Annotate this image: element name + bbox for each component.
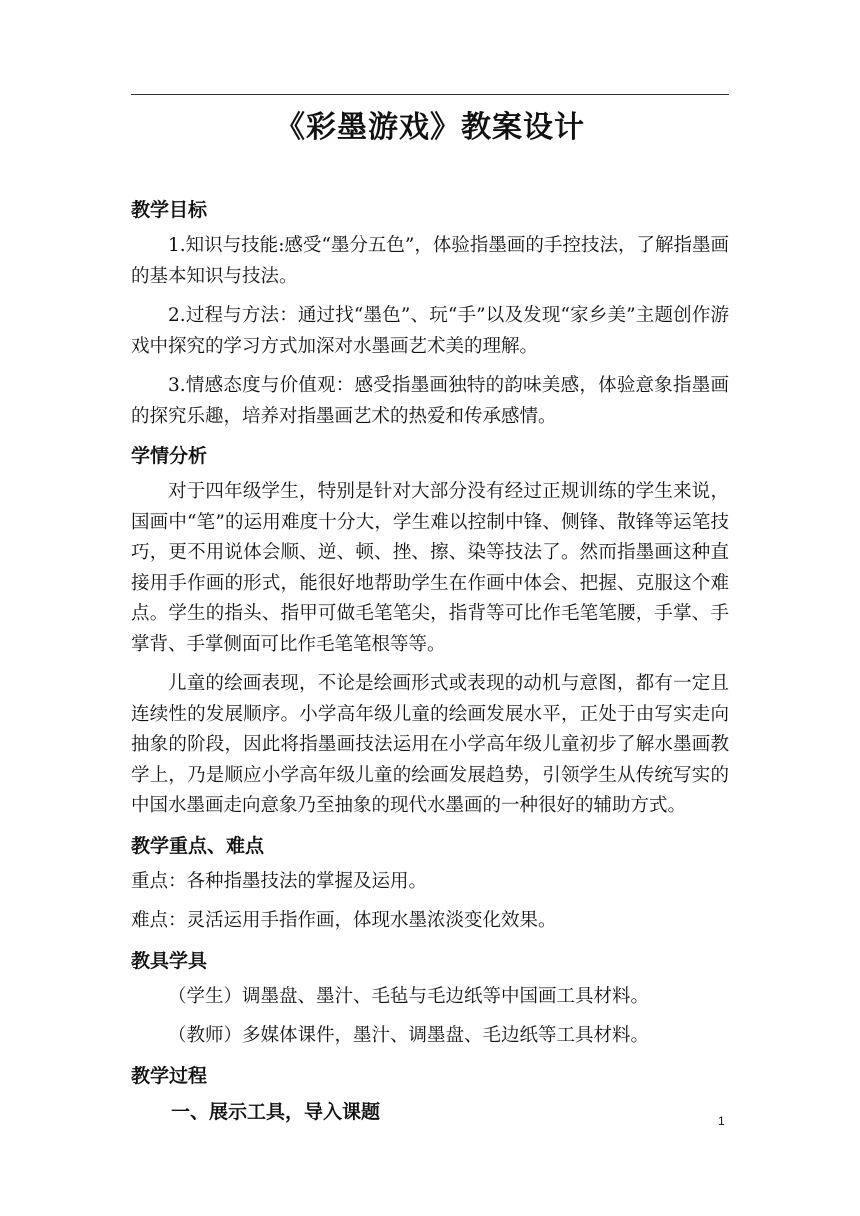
analysis-paragraph: 对于四年级学生，特别是针对大部分没有经过正规训练的学生来说，国画中“笔”的运用难度十分大，学生难以控制中锋、侧锋、散锋等运笔技巧，更不用说体会顺、逆、顿、挫、擦、染等技法了。然而指墨画这种直接用手作画的形式，能很好地帮助学生在作画中体会、把握、克服这个难点。学生的指头、指甲可做毛笔笔尖，指背等可比作毛笔笔腰，手掌、手掌背、手掌侧面可比作毛笔笔根等等。	[131, 481, 729, 655]
heading-process: 教学过程	[131, 1064, 208, 1087]
process-step-heading: 一、展示工具，导入课题	[171, 1100, 381, 1123]
header-rule	[131, 94, 729, 95]
heading-materials: 教具学具	[131, 949, 208, 972]
objective-item: 2.过程与方法：通过找“墨色”、玩“手”以及发现“家乡美”主题创作游戏中探究的学习方式加深对水墨画艺术美的理解。	[131, 305, 729, 357]
heading-objectives: 教学目标	[131, 199, 208, 221]
objective-item: 3.情感态度与价值观：感受指墨画独特的韵味美感，体验意象指墨画的探究乐趣，培养对指墨画艺术的热爱和传承感情。	[131, 375, 729, 427]
heading-key-points: 教学重点、难点	[131, 834, 265, 857]
difficulty-text: 难点：灵活运用手指作画，体现水墨浓淡变化效果。	[131, 910, 557, 931]
objective-item: 1.知识与技能:感受“墨分五色”，体验指墨画的手控技法，了解指墨画的基本知识与技法。	[131, 235, 729, 287]
document-title: 《彩墨游戏》教案设计	[275, 110, 585, 145]
page-number: 1	[718, 1114, 725, 1128]
document-body	[131, 195, 729, 1127]
analysis-paragraph: 儿童的绘画表现，不论是绘画形式或表现的动机与意图，都有一定且连续性的发展顺序。小学高年级儿童的绘画发展水平，正处于由写实走向抽象的阶段，因此将指墨画技法运用在小学高年级儿童初步了解水墨画教学上，乃是顺应小学高年级儿童的绘画发展趋势，引领学生从传统写实的中国水墨画走向意象乃至抽象的现代水墨画的一种很好的辅助方式。	[131, 673, 729, 816]
materials-teacher: （教师）多媒体课件，墨汁、调墨盘、毛边纸等工具材料。	[168, 1025, 650, 1046]
heading-analysis: 学情分析	[131, 445, 208, 467]
focus-text: 重点：各种指墨技法的掌握及运用。	[131, 870, 428, 892]
materials-student: （学生）调墨盘、墨汁、毛毡与毛边纸等中国画工具材料。	[168, 985, 650, 1007]
